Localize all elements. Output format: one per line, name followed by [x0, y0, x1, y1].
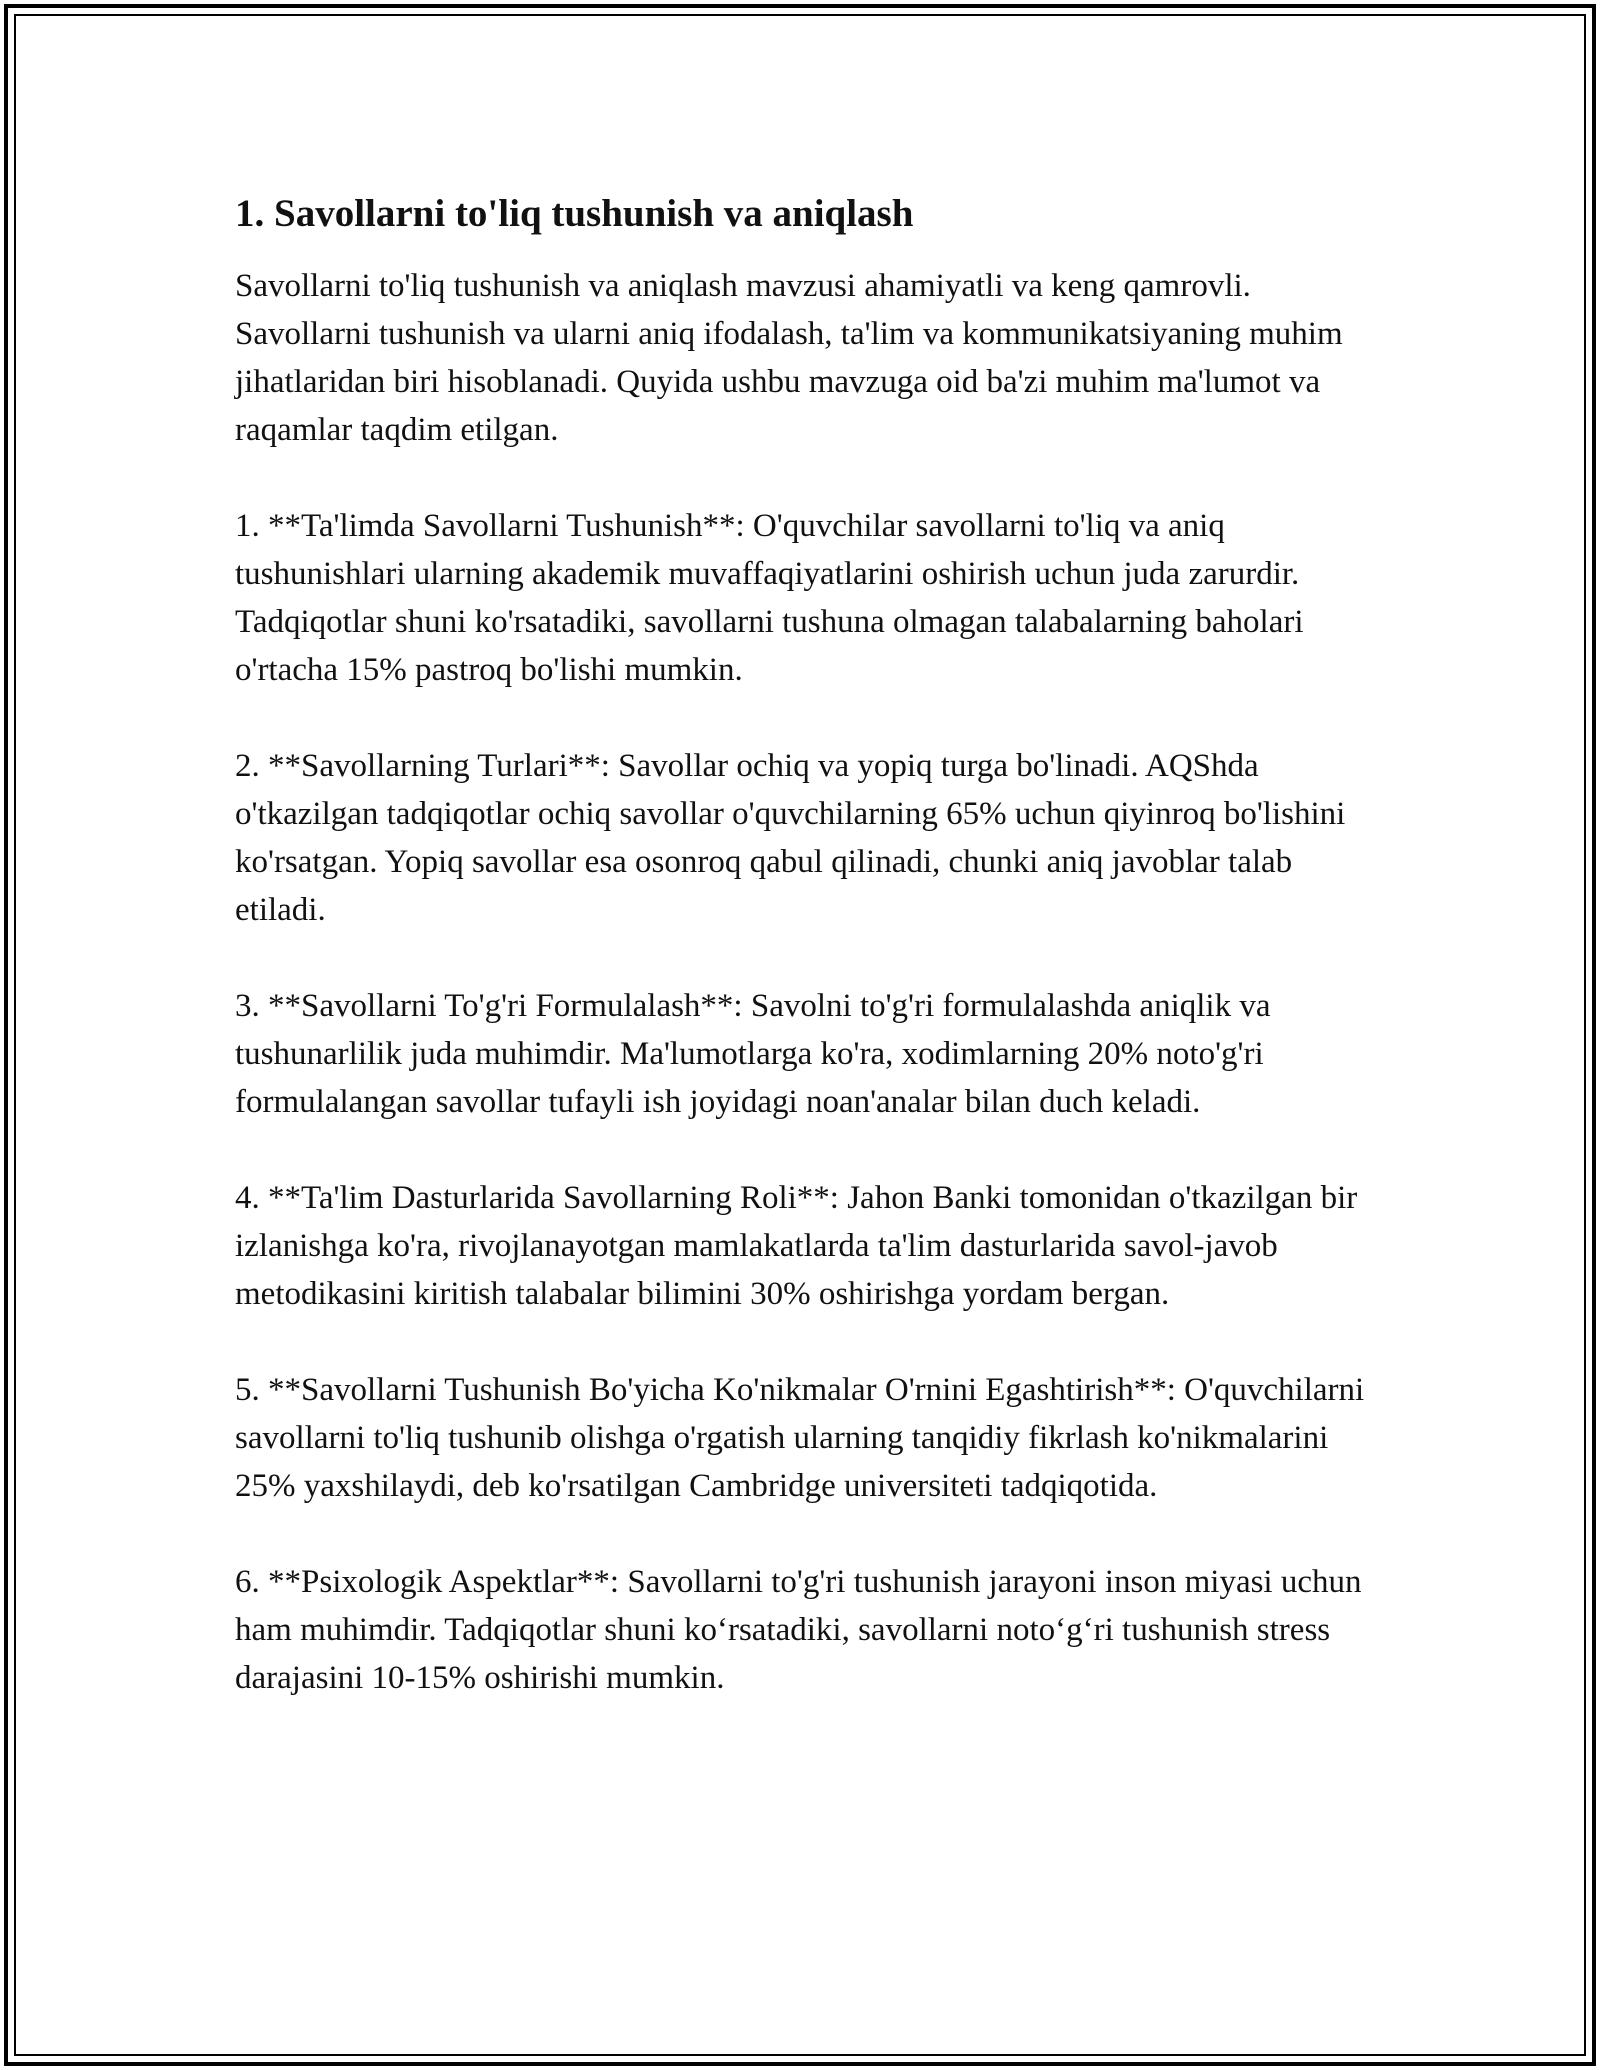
- paragraph-item-3: 3. **Savollarni To'g'ri Formulalash**: Savolni to'g'ri formulalashda aniqlik va tushunarlilik juda muhimdir. Ma'lumotlarga ko'ra, xodimlarning 20% noto'g'ri formulalangan savollar tufayli ish joyidagi noan'analar bilan duch keladi.: [235, 988, 1271, 1120]
- intro-paragraph: Savollarni to'liq tushunish va aniqlash mavzusi ahamiyatli va keng qamrovli. Savollarni tushunish va ularni aniq ifodalash, ta'lim va kommunikatsiyaning muhim jihatlaridan biri hisoblanadi. Quyida ushbu mavzuga oid ba'zi muhim ma'lumot va raqamlar taqdim etilgan.: [235, 268, 1343, 448]
- paragraph-item-2: 2. **Savollarning Turlari**: Savollar ochiq va yopiq turga bo'linadi. AQShda o'tkazilgan tadqiqotlar ochiq savollar o'quvchilarning 65% uchun qiyinroq bo'lishini ko'rsatgan. Yopiq savollar esa osonroq qabul qilinadi, chunki aniq javoblar talab etiladi.: [235, 748, 1346, 928]
- paragraph-item-1: 1. **Ta'limda Savollarni Tushunish**: O'quvchilar savollarni to'liq va aniq tushunishlari ularning akademik muvaffaqiyatlarini oshirish uchun juda zarurdir. Tadqiqotlar shuni ko'rsatadiki, savollarni tushuna olmagan talabalarning baholari o'rtacha 15% pastroq bo'lishi mumkin.: [235, 508, 1304, 688]
- paragraph-item-6: 6. **Psixologik Aspektlar**: Savollarni to'g'ri tushunish jarayoni inson miyasi uchun ham muhimdir. Tadqiqotlar shuni ko‘rsatadiki, savollarni noto‘g‘ri tushunish stress darajasini 10-15% oshirishi mumkin.: [235, 1564, 1362, 1696]
- page-title: 1. Savollarni to'liq tushunish va aniqlash: [235, 192, 914, 235]
- paragraph-item-4: 4. **Ta'lim Dasturlarida Savollarning Roli**: Jahon Banki tomonidan o'tkazilgan bir izlanishga ko'ra, rivojlanayotgan mamlakatlarda ta'lim dasturlarida savol-javob metodikasini kiritish talabalar bilimini 30% oshirishga yordam bergan.: [235, 1180, 1358, 1312]
- document-body: [235, 186, 1385, 1750]
- paragraph-item-5: 5. **Savollarni Tushunish Bo'yicha Ko'nikmalar O'rnini Egashtirish**: O'quvchilarni savollarni to'liq tushunib olishga o'rgatish ularning tanqidiy fikrlash ko'nikmalarini 25% yaxshilaydi, deb ko'rsatilgan Cambridge universiteti tadqiqotida.: [235, 1372, 1365, 1504]
